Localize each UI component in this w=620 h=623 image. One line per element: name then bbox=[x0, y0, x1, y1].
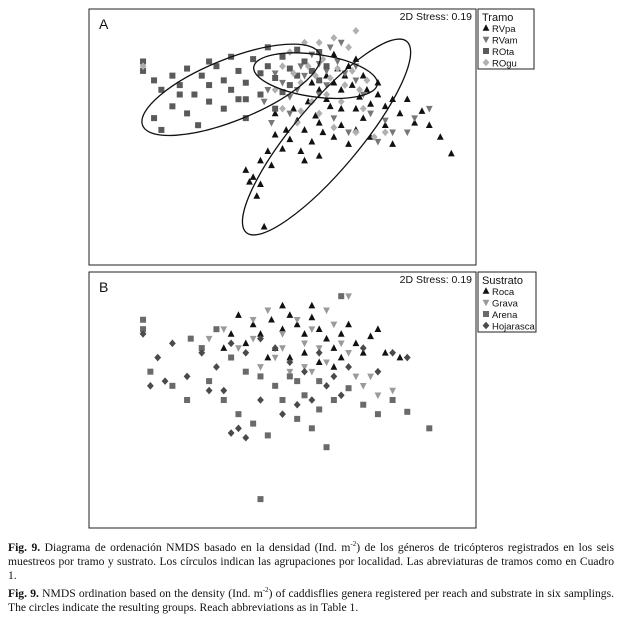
point-arena bbox=[287, 373, 293, 379]
legend-entry-rota: ROta bbox=[492, 47, 515, 58]
panel-b bbox=[89, 272, 536, 528]
legend-marker-arena bbox=[483, 311, 489, 317]
stress-label: 2D Stress: 0.19 bbox=[399, 274, 472, 286]
point-arena bbox=[213, 326, 219, 332]
point-rota bbox=[316, 77, 322, 83]
stress-label: 2D Stress: 0.19 bbox=[399, 11, 472, 23]
plot-frame bbox=[89, 9, 476, 265]
point-arena bbox=[265, 432, 271, 438]
caption-en-text-2: ) of caddisflies genera registered per reach and substrate in six samplings. The circles indicate the resulting groups. Reach abbreviations as in Table 1. bbox=[8, 587, 614, 614]
point-rota bbox=[206, 99, 212, 105]
point-arena bbox=[324, 444, 330, 450]
point-arena bbox=[309, 425, 315, 431]
point-rota bbox=[257, 92, 263, 98]
point-rota bbox=[265, 63, 271, 69]
point-arena bbox=[346, 385, 352, 391]
point-arena bbox=[302, 392, 308, 398]
legend-entry-hojarasca: Hojarasca bbox=[492, 321, 535, 333]
point-arena bbox=[331, 397, 337, 403]
point-rota bbox=[169, 103, 175, 109]
point-rota bbox=[243, 96, 249, 102]
legend-entry-rvpa: RVpa bbox=[492, 24, 516, 35]
point-arena bbox=[228, 355, 234, 361]
point-arena bbox=[280, 397, 286, 403]
point-arena bbox=[316, 378, 322, 384]
caption-spanish bbox=[8, 541, 614, 583]
point-arena bbox=[426, 425, 432, 431]
point-rota bbox=[302, 58, 308, 64]
legend-title: Tramo bbox=[482, 12, 514, 24]
point-arena bbox=[235, 411, 241, 417]
caption-es-text-1: Diagrama de ordenación NMDS basado en la densidad (Ind. m bbox=[40, 541, 351, 554]
point-rota bbox=[199, 73, 205, 79]
point-arena bbox=[316, 406, 322, 412]
point-arena bbox=[294, 378, 300, 384]
legend-entry-roca: Roca bbox=[492, 287, 515, 298]
point-rota bbox=[272, 75, 278, 81]
legend-entry-rogu: ROgu bbox=[492, 58, 517, 70]
panel-a bbox=[89, 9, 534, 265]
point-rota bbox=[191, 92, 197, 98]
point-arena bbox=[184, 397, 190, 403]
legend-entry-rvam: RVam bbox=[492, 35, 518, 47]
point-arena bbox=[221, 397, 227, 403]
point-rota bbox=[257, 70, 263, 76]
point-rota bbox=[228, 87, 234, 93]
panel-label: B bbox=[99, 279, 109, 295]
point-rota bbox=[280, 54, 286, 60]
point-arena bbox=[188, 336, 194, 342]
caption-english bbox=[8, 587, 614, 615]
point-arena bbox=[272, 383, 278, 389]
point-arena bbox=[390, 397, 396, 403]
point-rota bbox=[158, 127, 164, 133]
point-rota bbox=[235, 96, 241, 102]
panel-label: A bbox=[99, 16, 109, 32]
point-rota bbox=[184, 110, 190, 116]
legend-entry-grava: Grava bbox=[492, 298, 518, 310]
point-arena bbox=[147, 369, 153, 375]
legend-marker-rota bbox=[483, 48, 489, 54]
point-arena bbox=[360, 402, 366, 408]
point-arena bbox=[338, 293, 344, 299]
point-rota bbox=[206, 58, 212, 64]
point-rota bbox=[250, 56, 256, 62]
point-arena bbox=[404, 409, 410, 415]
point-arena bbox=[206, 378, 212, 384]
point-arena bbox=[294, 416, 300, 422]
point-arena bbox=[243, 369, 249, 375]
point-rota bbox=[184, 66, 190, 72]
point-rota bbox=[272, 106, 278, 112]
point-arena bbox=[250, 421, 256, 427]
point-rota bbox=[177, 92, 183, 98]
point-rota bbox=[287, 66, 293, 72]
point-arena bbox=[257, 373, 263, 379]
legend-title: Sustrato bbox=[482, 275, 523, 287]
legend-entry-arena: Arena bbox=[492, 310, 518, 321]
point-rota bbox=[151, 77, 157, 83]
caption-en-label: Fig. 9. bbox=[8, 587, 39, 600]
point-arena bbox=[375, 411, 381, 417]
point-arena bbox=[140, 317, 146, 323]
point-rota bbox=[221, 106, 227, 112]
point-rota bbox=[195, 122, 201, 128]
point-rota bbox=[151, 115, 157, 121]
caption-es-text-2: ) de los géneros de tricópteros registrados en los seis muestreos por tramo y sustrato. Los círculos indican las agrupaciones por localidad. Las abreviaturas de tramos como en Cuadro 1. bbox=[8, 541, 615, 582]
point-rota bbox=[206, 82, 212, 88]
point-rota bbox=[324, 63, 330, 69]
point-arena bbox=[169, 383, 175, 389]
point-rota bbox=[169, 73, 175, 79]
point-rota bbox=[221, 77, 227, 83]
point-rota bbox=[243, 80, 249, 86]
caption-en-text-1: NMDS ordination based on the density (Ind. m bbox=[38, 587, 263, 600]
point-rota bbox=[235, 68, 241, 74]
caption-en-sup: -2 bbox=[262, 586, 269, 595]
point-rota bbox=[294, 47, 300, 53]
point-rota bbox=[287, 82, 293, 88]
caption-es-label: Fig. 9. bbox=[8, 541, 41, 554]
point-arena bbox=[257, 496, 263, 502]
caption-es-sup: -2 bbox=[350, 540, 357, 549]
